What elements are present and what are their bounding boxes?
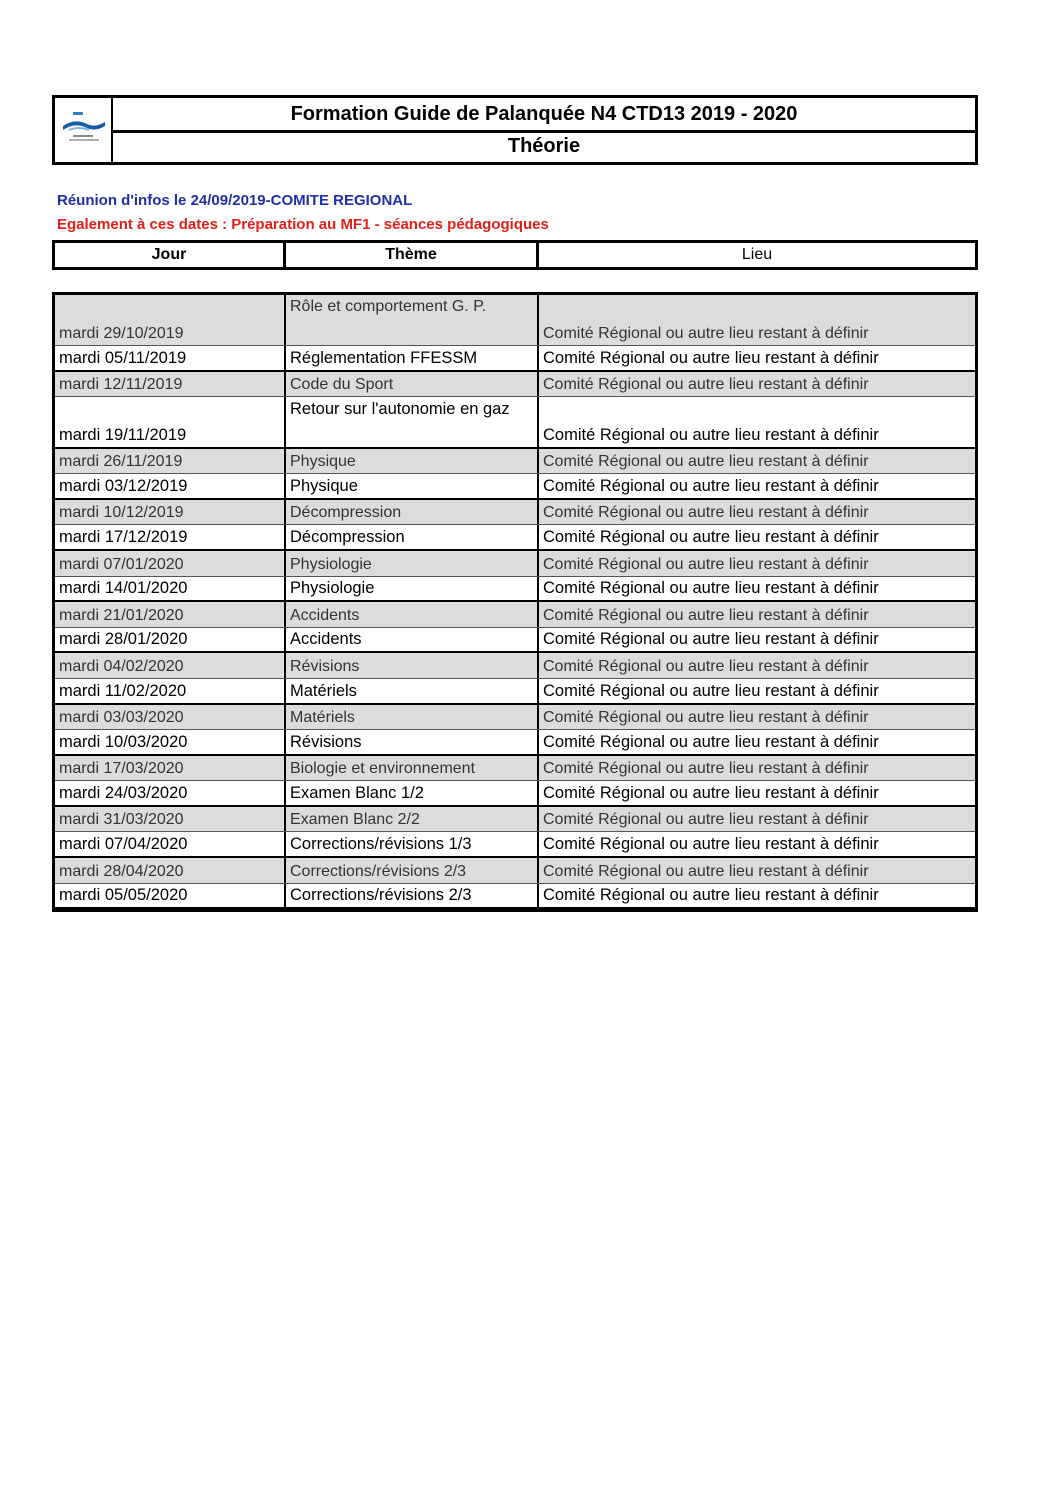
cell-theme: Physiologie [286,577,539,601]
cell-jour: mardi 19/11/2019 [55,397,286,446]
cell-lieu: Comité Régional ou autre lieu restant à définir [543,732,879,751]
cell-lieu: Comité Régional ou autre lieu restant à définir [543,527,879,546]
cell-lieu: Comité Régional ou autre lieu restant à définir [543,325,869,343]
cell-theme: Décompression [286,500,539,525]
cell-jour: mardi 28/04/2020 [55,858,286,883]
cell-theme: Retour sur l'autonomie en gaz [286,397,539,446]
info-mf1-note: Egalement à ces dates : Préparation au MF1 - séances pédagogiques [57,216,549,233]
cell-jour: mardi 21/01/2020 [55,602,286,627]
column-header-theme: Thème [286,243,539,267]
cell-lieu: Comité Régional ou autre lieu restant à définir [543,555,869,573]
cell-jour: mardi 07/04/2020 [55,832,286,856]
table-row [55,372,975,398]
cell-theme: Corrections/révisions 2/3 [286,858,539,883]
cell-jour: mardi 26/11/2019 [55,449,286,474]
table-row [55,730,975,756]
cell-jour: mardi 03/12/2019 [55,474,286,498]
cell-jour: mardi 28/01/2020 [55,628,286,652]
cell-lieu: Comité Régional ou autre lieu restant à définir [543,835,879,854]
cell-lieu: Comité Régional ou autre lieu restant à définir [543,453,869,471]
cell-jour: mardi 14/01/2020 [55,577,286,601]
cell-theme: Physique [286,474,539,498]
cell-jour: mardi 29/10/2019 [55,295,286,345]
cell-lieu: Comité Régional ou autre lieu restant à définir [543,783,879,802]
table-row [55,628,975,654]
table-row [55,807,975,833]
table-row [55,858,975,884]
cell-jour: mardi 17/03/2020 [55,756,286,781]
table-row [55,679,975,705]
info-meeting: Réunion d'infos le 24/09/2019-COMITE REGIONAL [57,192,413,209]
table-row [55,551,975,577]
cell-theme: Accidents [286,602,539,627]
table-row [55,500,975,526]
table-row [55,577,975,603]
column-header-jour: Jour [55,243,286,267]
cell-lieu: Comité Régional ou autre lieu restant à définir [543,348,879,367]
cell-theme: Corrections/révisions 1/3 [286,832,539,856]
table-row [55,295,975,346]
table-row [55,397,975,448]
cell-theme: Révisions [286,730,539,754]
table-row [55,525,975,551]
table-row [55,781,975,807]
cell-theme: Physiologie [286,551,539,576]
cell-lieu: Comité Régional ou autre lieu restant à définir [543,606,869,624]
page-subtitle: Théorie [507,135,581,157]
cell-theme: Matériels [286,679,539,703]
cell-jour: mardi 04/02/2020 [55,653,286,678]
cell-lieu: Comité Régional ou autre lieu restant à définir [543,476,879,495]
table-row [55,653,975,679]
page-title: Formation Guide de Palanquée N4 CTD13 2019 - 2020 [113,98,975,133]
cell-jour: mardi 05/11/2019 [55,346,286,370]
cell-lieu: Comité Régional ou autre lieu restant à définir [543,376,869,394]
cell-lieu: Comité Régional ou autre lieu restant à définir [543,811,869,829]
cell-theme: Révisions [286,653,539,678]
table-row [55,705,975,731]
cell-jour: mardi 07/01/2020 [55,551,286,576]
table-row [55,346,975,372]
logo-wave-icon [61,108,107,146]
cell-theme: Accidents [286,628,539,652]
cell-jour: mardi 10/12/2019 [55,500,286,525]
cell-jour: mardi 03/03/2020 [55,705,286,730]
cell-jour: mardi 10/03/2020 [55,730,286,754]
cell-theme: Examen Blanc 1/2 [286,781,539,805]
logo [55,98,113,162]
table-row [55,474,975,500]
table-row [55,449,975,475]
cell-lieu: Comité Régional ou autre lieu restant à définir [543,709,869,727]
table-row [55,602,975,628]
schedule-table [52,292,978,912]
cell-jour: mardi 31/03/2020 [55,807,286,832]
cell-jour: mardi 12/11/2019 [55,372,286,397]
cell-lieu: Comité Régional ou autre lieu restant à définir [543,862,869,880]
cell-lieu: Comité Régional ou autre lieu restant à définir [543,425,879,444]
cell-jour: mardi 05/05/2020 [55,884,286,908]
cell-lieu: Comité Régional ou autre lieu restant à définir [543,760,869,778]
cell-theme: Examen Blanc 2/2 [286,807,539,832]
cell-lieu: Comité Régional ou autre lieu restant à définir [543,579,879,598]
cell-theme: Code du Sport [286,372,539,397]
cell-jour: mardi 17/12/2019 [55,525,286,549]
cell-lieu: Comité Régional ou autre lieu restant à définir [543,630,879,649]
cell-lieu: Comité Régional ou autre lieu restant à définir [543,886,879,905]
cell-lieu: Comité Régional ou autre lieu restant à définir [543,681,879,700]
cell-theme: Biologie et environnement [286,756,539,781]
cell-theme: Matériels [286,705,539,730]
cell-theme: Physique [286,449,539,474]
cell-theme: Décompression [286,525,539,549]
table-row [55,884,975,910]
table-row [55,756,975,782]
cell-lieu: Comité Régional ou autre lieu restant à définir [543,504,869,522]
cell-lieu: Comité Régional ou autre lieu restant à définir [543,657,869,675]
cell-theme: Rôle et comportement G. P. [286,295,539,345]
column-headers [52,240,978,270]
column-header-lieu: Lieu [741,246,773,263]
cell-jour: mardi 24/03/2020 [55,781,286,805]
table-row [55,832,975,858]
cell-theme: Corrections/révisions 2/3 [286,884,539,908]
title-block [52,95,978,165]
cell-jour: mardi 11/02/2020 [55,679,286,703]
cell-theme: Réglementation FFESSM [286,346,539,370]
